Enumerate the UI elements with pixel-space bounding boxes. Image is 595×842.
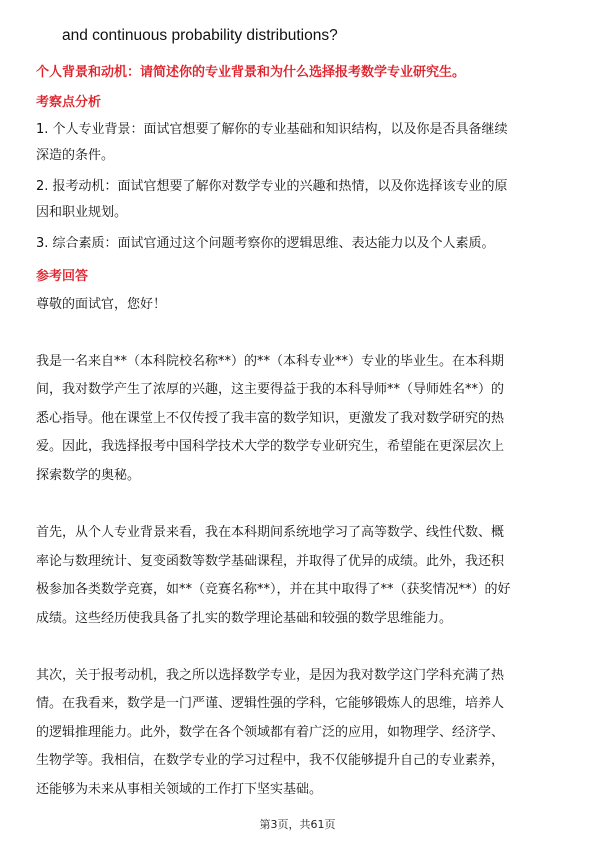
analysis-item-1-line-1: 1. 个人专业背景：面试官想要了解你的专业基础和知识结构，以及你是否具备继续: [36, 122, 508, 137]
paragraph-line: 的逻辑推理能力。此外，数学在各个领域都有着广泛的应用，如物理学、经济学、: [36, 725, 505, 740]
analysis-item-2-line-2: 因和职业规划。: [36, 205, 128, 220]
answer-heading: 参考回答: [36, 269, 89, 284]
page-footer: 第3页，共61页: [259, 818, 336, 831]
analysis-heading: 考察点分析: [36, 95, 102, 110]
paragraph-line: 情。在我看来，数学是一门严谨、逻辑性强的学科，它能够锻炼人的思维，培养人: [36, 696, 505, 711]
analysis-item-3-line-1: 3. 综合素质：面试官通过这个问题考察你的逻辑思维、表达能力以及个人素质。: [36, 236, 495, 251]
paragraph-line: 悉心指导。他在课堂上不仅传授了我丰富的数学知识，更激发了我对数学研究的热: [36, 411, 505, 426]
paragraph-line: 极参加各类数学竞赛，如**（竞赛名称**），并在其中取得了**（获奖情况**）的好: [36, 582, 511, 597]
continuation-text: and continuous probability distributions?: [62, 27, 338, 44]
paragraph-line: 我是一名来自**（本科院校名称**）的**（本科专业**）专业的毕业生。在本科期: [36, 354, 505, 369]
paragraph-line: 成绩。这些经历使我具备了扎实的数学理论基础和较强的数学思维能力。: [36, 611, 453, 626]
answer-greeting: 尊敬的面试官，您好！: [36, 297, 167, 312]
question-heading: 个人背景和动机：请简述你的专业背景和为什么选择报考数学专业研究生。: [36, 65, 466, 80]
paragraph-line: 还能够为未来从事相关领域的工作打下坚实基础。: [36, 782, 323, 797]
paragraph-line: 其次，关于报考动机，我之所以选择数学专业，是因为我对数学这门学科充满了热: [36, 668, 505, 683]
paragraph-line: 爱。因此，我选择报考中国科学技术大学的数学专业研究生，希望能在更深层次上: [36, 439, 505, 454]
paragraph-line: 间，我对数学产生了浓厚的兴趣，这主要得益于我的本科导师**（导师姓名**）的: [36, 382, 505, 397]
analysis-item-1-line-2: 深造的条件。: [36, 148, 115, 163]
paragraph-line: 率论与数理统计、复变函数等数学基础课程，并取得了优异的成绩。此外，我还积: [36, 554, 505, 569]
paragraph-line: 探索数学的奥秘。: [36, 468, 141, 483]
paragraph-line: 首先，从个人专业背景来看，我在本科期间系统地学习了高等数学、线性代数、概: [36, 525, 505, 540]
analysis-item-2-line-1: 2. 报考动机：面试官想要了解你对数学专业的兴趣和热情，以及你选择该专业的原: [36, 179, 508, 194]
paragraph-line: 生物学等。我相信，在数学专业的学习过程中，我不仅能够提升自己的专业素养，: [36, 753, 505, 768]
